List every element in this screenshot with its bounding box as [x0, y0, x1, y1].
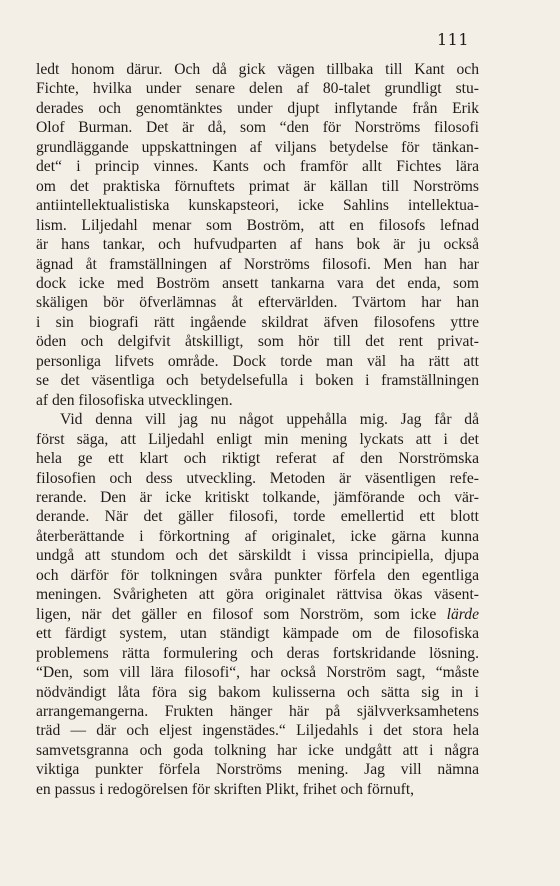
text-line: öden och delgifvit åtskilligt, som hör till det rent privat-	[36, 333, 479, 351]
text-line: Fichte, hvilka under senare delen af 80-talet grundligt stu-	[36, 80, 479, 98]
text-line: om det praktiska förnuftets primat är källan till Norströms	[36, 177, 479, 195]
text-line: i sin biografi rätt ingående skildrat äfven filosofens yttre	[36, 313, 479, 331]
text-line: samvetsgranna och goda tolkning har icke undgått att i några	[36, 741, 479, 759]
paragraph-2	[36, 410, 479, 799]
text-line: rerande. Den är icke kritiskt tolkande, jämförande och vär-	[36, 488, 479, 506]
text-line: arrangemangerna. Frukten hänger här på självverksamhetens	[36, 702, 479, 720]
text-line: personliga lifvets område. Dock torde man väl ha rätt att	[36, 352, 479, 370]
text-line: ägnad åt framställningen af Norströms filosofi. Men han har	[36, 255, 479, 273]
text-line: det“ i princip vinnes. Kants och framför allt Fichtes lära	[36, 158, 479, 176]
text-line: derande. När det gäller filosofi, torde emellertid ett blott	[36, 508, 479, 526]
text-line: skäligen bör öfverlämnas åt eftervärlden. Tvärtom har han	[36, 294, 479, 312]
text-line: grundläggande uppskattningen af viljans betydelse för tänkan-	[36, 138, 479, 156]
text-line: och därför för tolkningen svåra punkter förfela den egentliga	[36, 566, 479, 584]
text-line: träd — där och eljest ingenstädes.“ Liljedahls i det stora hela	[36, 722, 479, 740]
text-line: hela ge ett klart och riktigt referat af den Norströmska	[36, 450, 479, 468]
text-line: se det väsentliga och betydelsefulla i boken i framställningen	[36, 372, 479, 390]
text-line: nödvändigt låta föra sig bakom kulisserna och sätta sig in i	[36, 683, 479, 701]
text-line: en passus i redogörelsen för skriften Plikt, frihet och förnuft,	[36, 780, 415, 798]
text-line-with-emphasis	[36, 605, 479, 624]
text-line: filosofien och dess utveckling. Metoden är väsentligen refe-	[36, 469, 479, 487]
text-line: dock icke med Boström ansett tankarna vara det enda, som	[36, 274, 479, 292]
emphasized-word: lärde	[446, 605, 479, 623]
text-line: ledt honom därur. Och då gick vägen tillbaka till Kant och	[36, 61, 479, 78]
text-line: “Den, som vill lära filosofi“, har också Norström sagt, “måste	[36, 664, 479, 682]
text-line: undgå att stundom och det särskildt i vissa principiella, djupa	[36, 547, 479, 565]
paragraph-1	[36, 60, 479, 410]
text-line: derades och genomtänktes under djupt inflytande från Erik	[36, 99, 479, 117]
text-line: lism. Liljedahl menar som Boström, att en filosofs lefnad	[36, 216, 479, 234]
text-line: viktiga punkter förfela Norströms mening. Jag vill nämna	[36, 761, 479, 779]
text-line: är hans tankar, och hufvudparten af hans bok är ju också	[36, 236, 479, 254]
text-line: problemens rätta formulering och deras fortskridande lösning.	[36, 644, 479, 662]
page-number: 111	[437, 30, 470, 49]
body-text	[36, 60, 479, 799]
text-line: Vid denna vill jag nu något uppehålla mig. Jag får då	[60, 411, 479, 429]
text-line: meningen. Svårigheten att göra originalet rättvisa ökas väsent-	[36, 586, 479, 604]
text-line: af den filosofiska utvecklingen.	[36, 391, 233, 409]
text-line: antiintellektualistiska kunskapsteori, icke Sahlins intellektua-	[36, 197, 479, 215]
text-line-part: ligen, när det gäller en filosof som Norström, som icke	[36, 605, 447, 623]
text-line: återberättande i förkortning af originalet, icke gärna kunna	[36, 527, 479, 545]
text-line: först säga, att Liljedahl enligt min mening lyckats att i det	[36, 430, 479, 448]
text-line: Olof Burman. Det är då, som “den för Norströms filosofi	[36, 119, 479, 137]
text-line: ett färdigt system, utan ständigt kämpade om de filosofiska	[36, 625, 479, 643]
